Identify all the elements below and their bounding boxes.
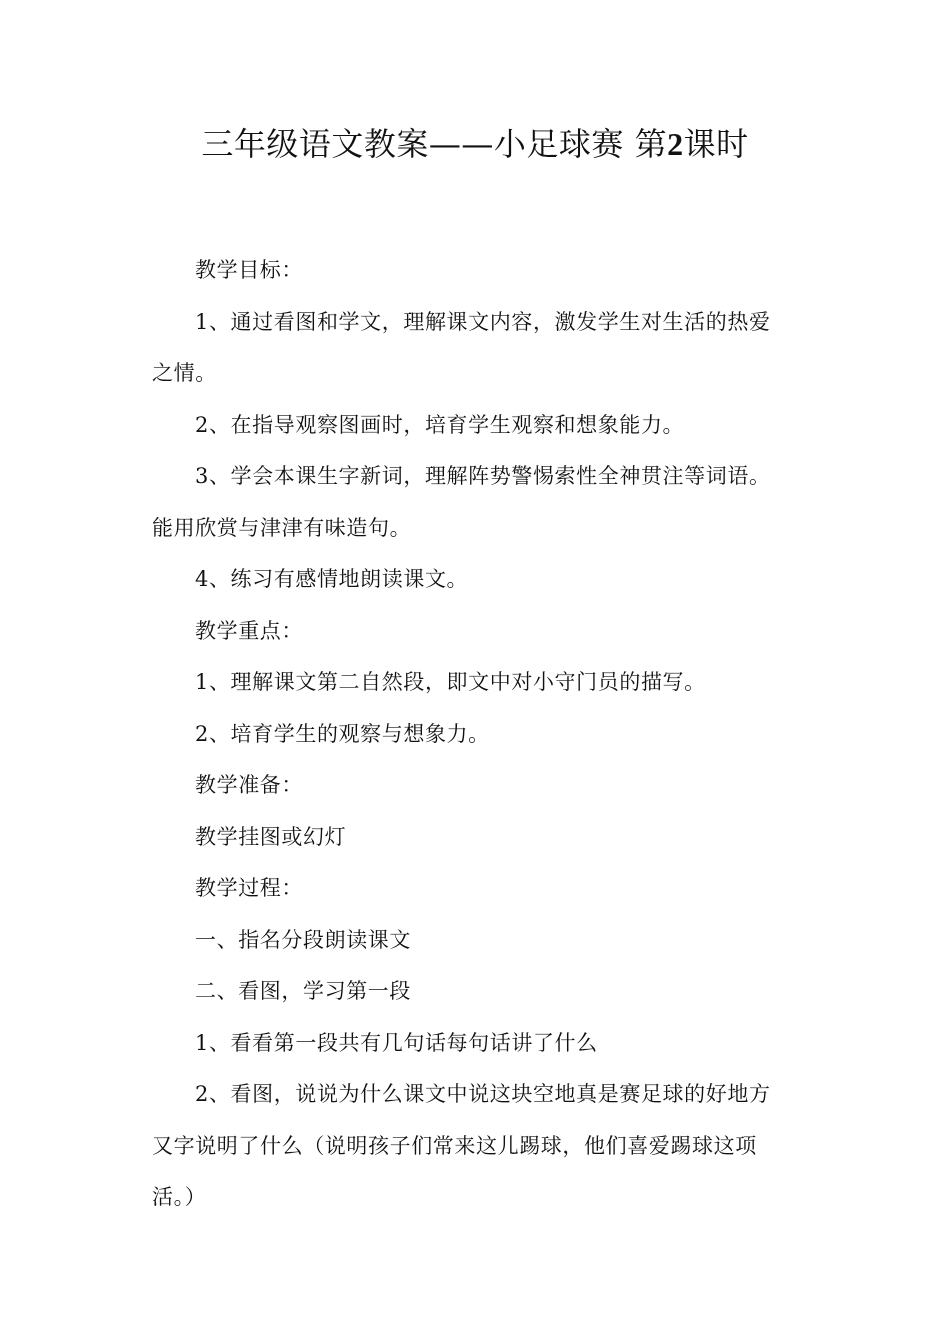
title-main-text: 三年级语文教案——小足球赛 第 xyxy=(201,125,668,163)
heading-teaching-focus: 教学重点： xyxy=(195,618,303,643)
process-step-1: 一、指名分段朗读课文 xyxy=(195,927,411,952)
goal-item-4: 4、练习有感情地朗读课文。 xyxy=(195,567,469,591)
goal-item-1: 1、通过看图和学文，理解课文内容，激发学生对生活的热爱之情。 xyxy=(152,309,771,385)
title-lesson-number: 2 xyxy=(667,126,684,162)
focus-item-1: 1、理解课文第二自然段，即文中对小守门员的描写。 xyxy=(195,670,706,694)
process-substep-1: 1、看看第一段共有几句话每句话讲了什么 xyxy=(195,1030,598,1055)
heading-teaching-process: 教学过程： xyxy=(195,876,303,900)
goal-item-3: 3、学会本课生字新词，理解阵势警惕索性全神贯注等词语。能用欣赏与津津有味造句。 xyxy=(152,464,771,540)
focus-item-2: 2、培育学生的观察与想象力。 xyxy=(195,721,490,746)
goal-item-2: 2、在指导观察图画时，培育学生观察和想象能力。 xyxy=(195,412,685,437)
document-body xyxy=(152,245,792,1224)
preparation-item: 教学挂图或幻灯 xyxy=(195,824,347,849)
process-step-2: 二、看图，学习第一段 xyxy=(195,979,411,1003)
process-substep-2: 2、看图，说说为什么课文中说这块空地真是赛足球的好地方又字说明了什么（说明孩子们常来这儿踢球，他们喜爱踢球这项活。） xyxy=(152,1082,771,1209)
heading-teaching-goals: 教学目标： xyxy=(195,258,303,282)
document-title xyxy=(0,122,950,166)
title-tail-text: 课时 xyxy=(683,125,749,163)
heading-teaching-preparation: 教学准备： xyxy=(195,773,303,797)
